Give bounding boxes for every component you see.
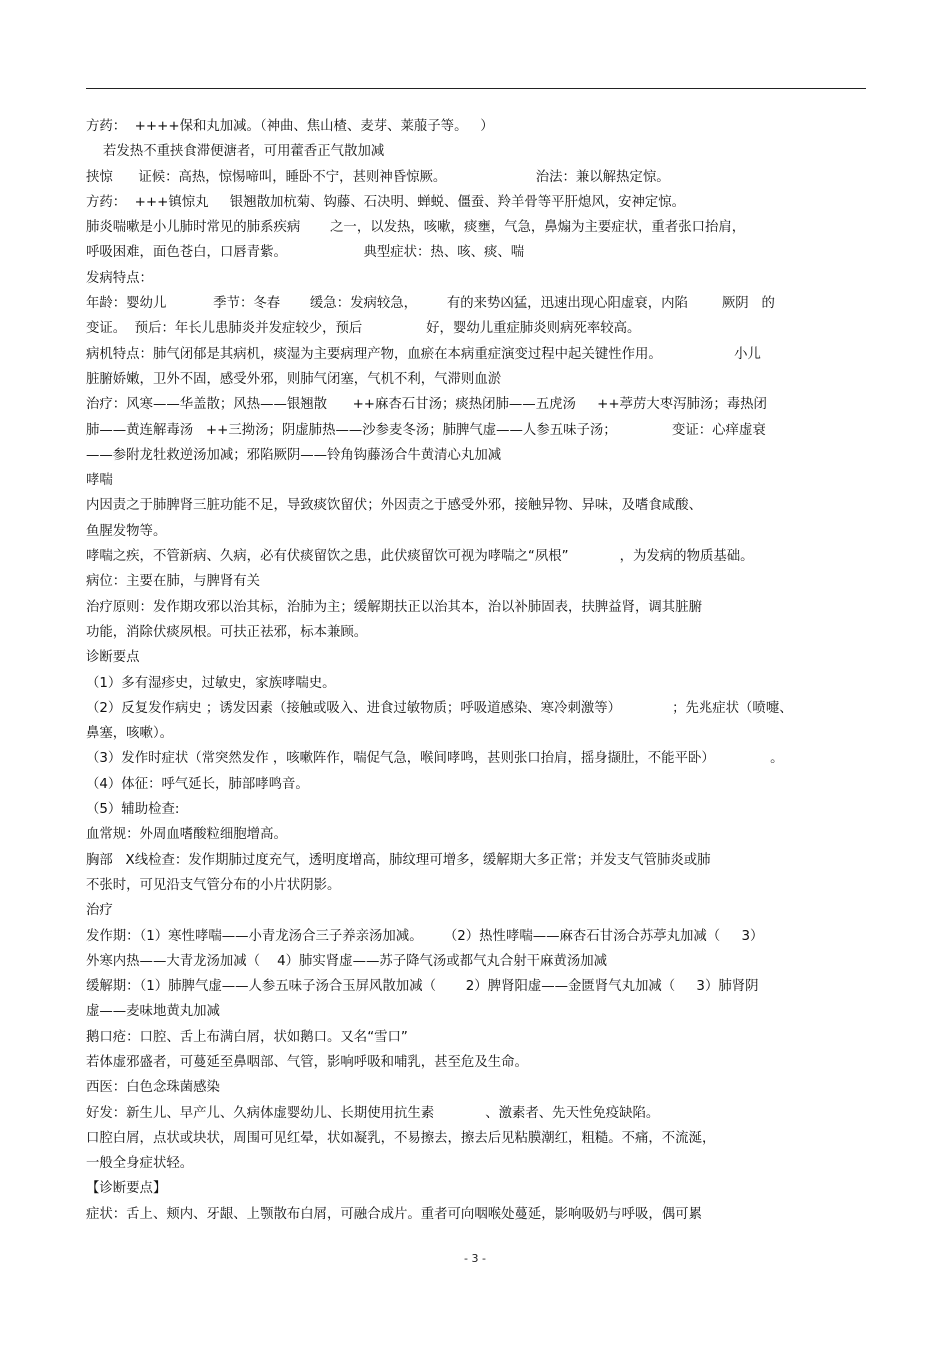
text-line: 鹅口疮：口腔、舌上布满白屑，状如鹅口。又名“雪口” [86, 1029, 408, 1045]
text-line: 方药： ++++保和丸加减。（神曲、焦山楂、麦芽、莱菔子等。 ） [86, 119, 494, 134]
text-line: 【诊断要点】 [86, 1181, 167, 1197]
text-line: 若体虚邪盛者，可蔓延至鼻咽部、气管，影响呼吸和哺乳，甚至危及生命。 [86, 1054, 528, 1070]
text-line: 挟惊 证候：高热，惊惕啼叫，睡卧不宁，甚则神昏惊厥。 治法：兼以解热定惊。 [86, 169, 670, 185]
text-line: 治疗原则：发作期攻邪以治其标，治肺为主；缓解期扶正以治其本，治以补肺固表，扶脾益肾，调其脏腑 [86, 599, 702, 615]
text-line: （3）发作时症状（常突然发作 ，咳嗽阵作，喘促气急，喉间哮鸣，甚则张口抬肩，摇身撷肚，不能平卧） 。 [86, 751, 784, 767]
text-line: 发病特点： [86, 270, 153, 286]
header-rule [86, 88, 866, 89]
text-line: 功能，消除伏痰夙根。可扶正祛邪，标本兼顾。 [86, 624, 368, 640]
text-line: 鼻塞，咳嗽）。 [86, 726, 174, 742]
text-line: 诊断要点 [86, 650, 140, 666]
text-line: 口腔白屑，点状或块状，周围可见红晕，状如凝乳，不易擦去，擦去后见粘膜潮红，粗糙。不痛，不流涎， [86, 1130, 716, 1146]
text-line: 内因责之于肺脾肾三脏功能不足，导致痰饮留伏；外因责之于感受外邪，接触异物、异味，及嗜食咸酸、 [86, 498, 702, 514]
text-line: 外寒内热——大青龙汤加减（ 4）肺实肾虚——苏子降气汤或都气丸合射干麻黄汤加减 [86, 953, 607, 969]
text-line: 不张时，可见沿支气管分布的小片状阴影。 [86, 877, 341, 893]
text-line: 呼吸困难，面色苍白，口唇青紫。 典型症状：热、咳、痰、喘 [86, 245, 525, 261]
text-line: （2）反复发作病史 ；诱发因素（接触或吸入、进食过敏物质；呼吸道感染、寒冷刺激等） ；先兆症状（喷嚏、 [86, 700, 793, 716]
text-line: 肺炎喘嗽是小儿肺时常见的肺系疾病 之一，以发热，咳嗽，痰壅，气急，鼻煽为主要症状，重者张口抬肩， [86, 220, 746, 236]
text-line: （5）辅助检查: [86, 802, 180, 818]
text-line: 病机特点：肺气闭郁是其病机，痰湿为主要病理产物，血瘀在本病重症演变过程中起关键性作用。 小儿 [86, 346, 761, 362]
document-body [86, 114, 866, 1227]
text-line: 虚——麦味地黄丸加减 [86, 1004, 220, 1020]
text-line: 脏腑娇嫩，卫外不固，感受外邪，则肺气闭塞，气机不利，气滞则血淤 [86, 371, 502, 387]
text-line: 年龄：婴幼儿 季节：冬春 缓急：发病较急， 有的来势凶猛，迅速出现心阳虚衰，内陷 厥阴 的 [86, 296, 775, 312]
text-line: 哮喘 [86, 473, 113, 489]
text-line: 好发：新生儿、早产儿、久病体虚婴幼儿、长期使用抗生素 、激素者、先天性免疫缺陷。 [86, 1105, 660, 1121]
text-line: 若发热不重挟食滞便溏者，可用藿香正气散加减 [86, 144, 385, 160]
text-line: 症状：舌上、颊内、牙龈、上颚散布白屑，可融合成片。重者可向咽喉处蔓延，影响吸奶与呼吸，偶可累 [86, 1206, 702, 1222]
text-line: 病位：主要在肺，与脾肾有关 [86, 574, 261, 590]
text-line: （4）体征：呼气延长，肺部哮鸣音。 [86, 776, 309, 792]
text-line: 治疗 [86, 903, 113, 919]
text-line: （1）多有湿疹史，过敏史，家族哮喘史。 [86, 675, 336, 691]
text-line: 血常规：外周血嗜酸粒细胞增高。 [86, 827, 287, 843]
text-line: 西医：白色念珠菌感染 [86, 1080, 220, 1096]
text-line: 变证。 预后：年长儿患肺炎并发症较少，预后 好，婴幼儿重症肺炎则病死率较高。 [86, 321, 641, 337]
text-line: 胸部 X线检查：发作期肺过度充气，透明度增高，肺纹理可增多，缓解期大多正常；并发支气管肺炎或肺 [86, 852, 711, 868]
text-line: 发作期：（1）寒性哮喘——小青龙汤合三子养亲汤加减。 （2）热性哮喘——麻杏石甘汤合苏葶丸加减（ 3） [86, 928, 764, 944]
text-line: 哮喘之疾，不管新病、久病，必有伏痰留饮之患，此伏痰留饮可视为哮喘之“夙根” ，为发病的物质基础。 [86, 549, 754, 565]
text-line: 治疗：风寒——华盖散；风热——银翘散 ++麻杏石甘汤；痰热闭肺——五虎汤 ++葶苈大枣泻肺汤；毒热闭 [86, 397, 767, 413]
text-line: 肺——黄连解毒汤 ++三拗汤；阴虚肺热——沙参麦冬汤；肺脾气虚——人参五味子汤； 变证：心痒虚衰 [86, 422, 766, 438]
page-number: - 3 - [464, 1252, 486, 1265]
text-line: ——参附龙牡救逆汤加减；邪陷厥阴——铃角钩藤汤合牛黄清心丸加减 [86, 447, 502, 463]
text-line: 鱼腥发物等。 [86, 523, 167, 539]
text-line: 缓解期：（1）肺脾气虚——人参五味子汤合玉屏风散加减（ 2）脾肾阳虚——金匮肾气丸加减（ 3）肺肾阴 [86, 979, 759, 995]
text-line: 一般全身症状轻。 [86, 1156, 194, 1172]
text-line: 方药： +++镇惊丸 银翘散加杭菊、钩藤、石决明、蝉蜕、僵蚕、羚羊骨等平肝熄风，安神定惊。 [86, 194, 686, 210]
